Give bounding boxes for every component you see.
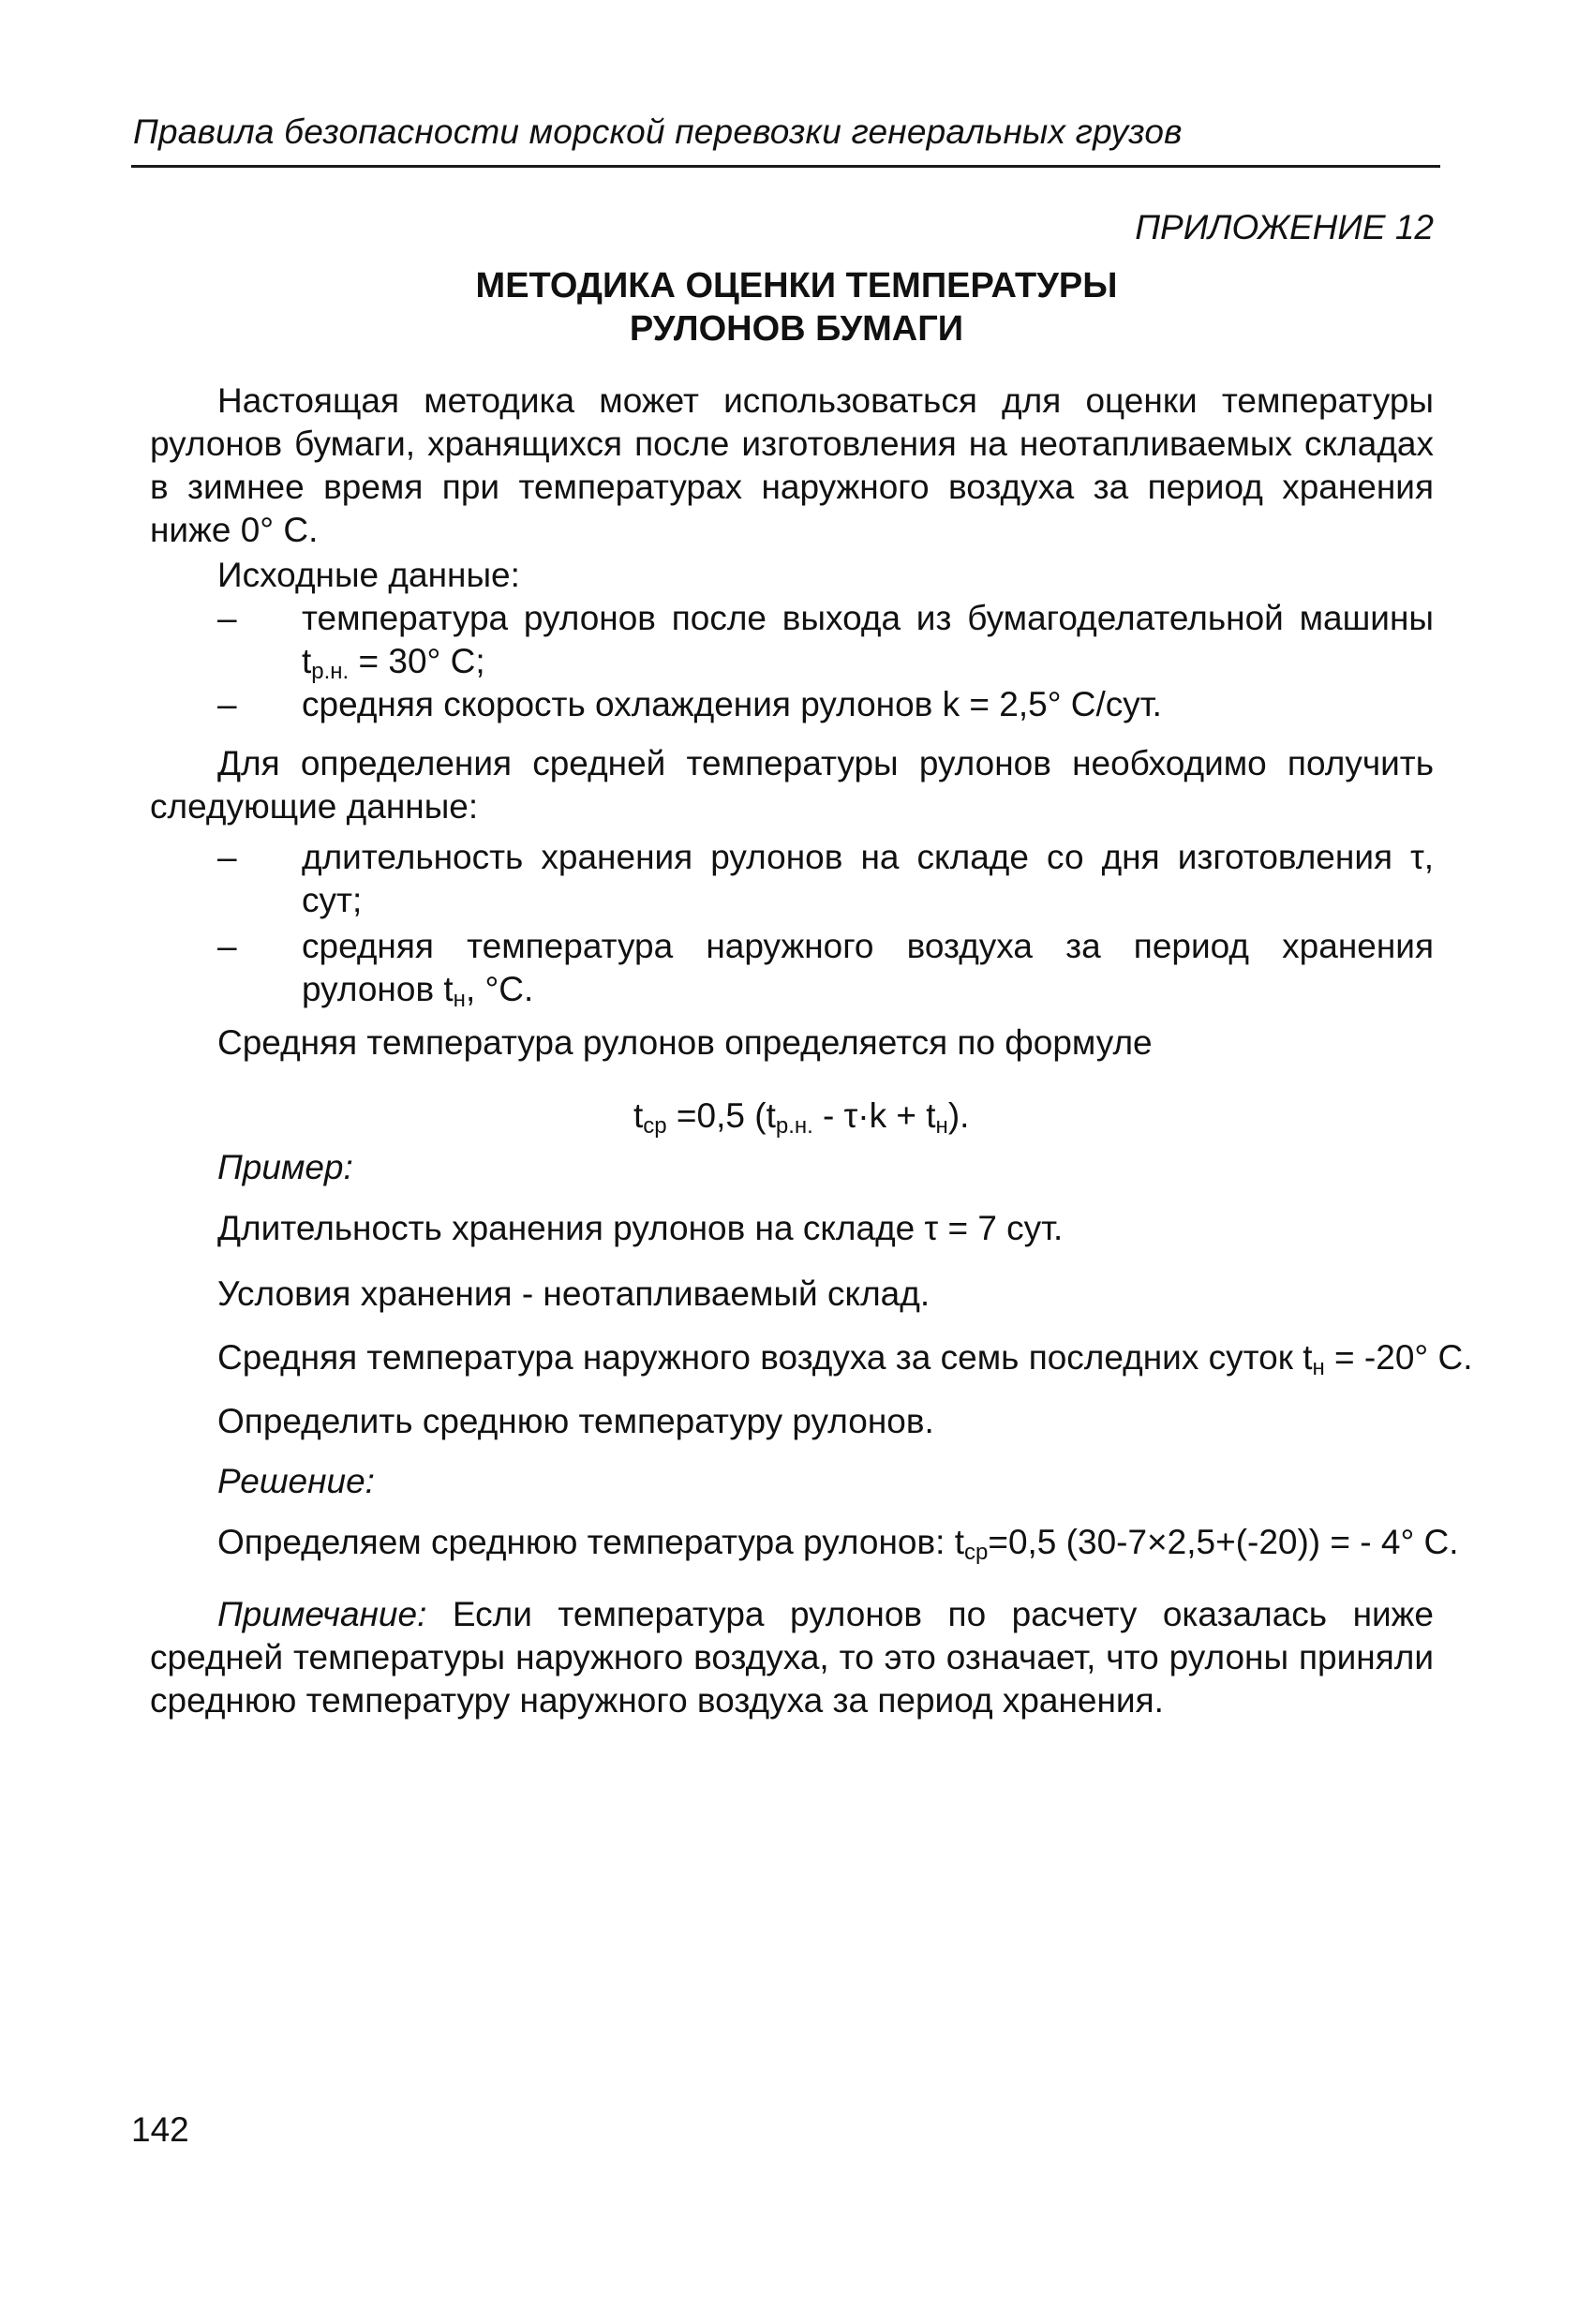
list-dash: – xyxy=(217,927,237,965)
list-dash: – xyxy=(217,685,237,723)
list-item-text: средняя скорость охлаждения рулонов k = 2,5° С/сут. xyxy=(302,685,1162,723)
note-paragraph: Примечание: Если температура рулонов по расчету оказалась ниже средней температуры наружного воздуха, то это означает, что рулоны приняли среднюю температуру наружного воздуха за период хранения. xyxy=(150,1595,1435,1720)
intro-paragraph: Настоящая методика может использоваться для оценки температуры рулонов бумаги, хранящихся после изготовления на неотапливаемых складах в зимнее время при температурах наружного воздуха за период хранения ниже 0° С. xyxy=(150,381,1434,549)
example-storage-conditions: Условия хранения - неотапливаемый склад. xyxy=(217,1274,930,1313)
solution-text: Определяем среднюю температура рулонов: $t_{ср}=0,5$ (30-7×2,5+(-20)) = - 4° С. xyxy=(217,1523,1459,1565)
list-item-text: средняя температура наружного воздуха за период хранения рулонов $t_н$, °С. xyxy=(302,927,1434,1012)
initial-data-heading: Исходные данные: xyxy=(217,556,520,594)
formula-lead: Средняя температура рулонов определяется по формуле xyxy=(217,1023,1153,1062)
example-duration: Длительность хранения рулонов на складе τ = 7 сут. xyxy=(217,1209,1064,1247)
header-rule xyxy=(131,165,1440,168)
document-title-line2: РУЛОНОВ БУМАГИ xyxy=(629,309,964,349)
list-item-text: длительность хранения рулонов на складе со дня изготовления τ, сут; xyxy=(302,838,1434,919)
note-label: Примечание: xyxy=(217,1595,427,1633)
list-item-text: температура рулонов после выхода из бумагоделательной машины $t_{р.н.} = 30^\circ$ С; xyxy=(302,599,1434,684)
document-title-line1: МЕТОДИКА ОЦЕНКИ ТЕМПЕРАТУРЫ xyxy=(475,266,1118,305)
list-dash: – xyxy=(217,599,237,637)
example-task: Определить среднюю температуру рулонов. xyxy=(217,1402,934,1440)
formula: $t_{ср} =0,5$ $(t_{р.н.} - \tau\cdot k + t_н)$. xyxy=(633,1096,970,1139)
list-dash: – xyxy=(217,838,237,876)
solution-label: Решение: xyxy=(217,1462,375,1500)
required-data-intro: Для определения средней температуры рулонов необходимо получить следующие данные: xyxy=(150,744,1434,826)
running-header: Правила безопасности морской перевозки генеральных грузов xyxy=(133,112,1183,151)
page-number: 142 xyxy=(131,2110,189,2149)
example-outside-temp: Средняя температура наружного воздуха за семь последних суток $t_н = -20^\circ$ С. xyxy=(217,1338,1473,1380)
example-label: Пример: xyxy=(217,1148,353,1186)
appendix-label: ПРИЛОЖЕНИЕ 12 xyxy=(1135,208,1434,246)
